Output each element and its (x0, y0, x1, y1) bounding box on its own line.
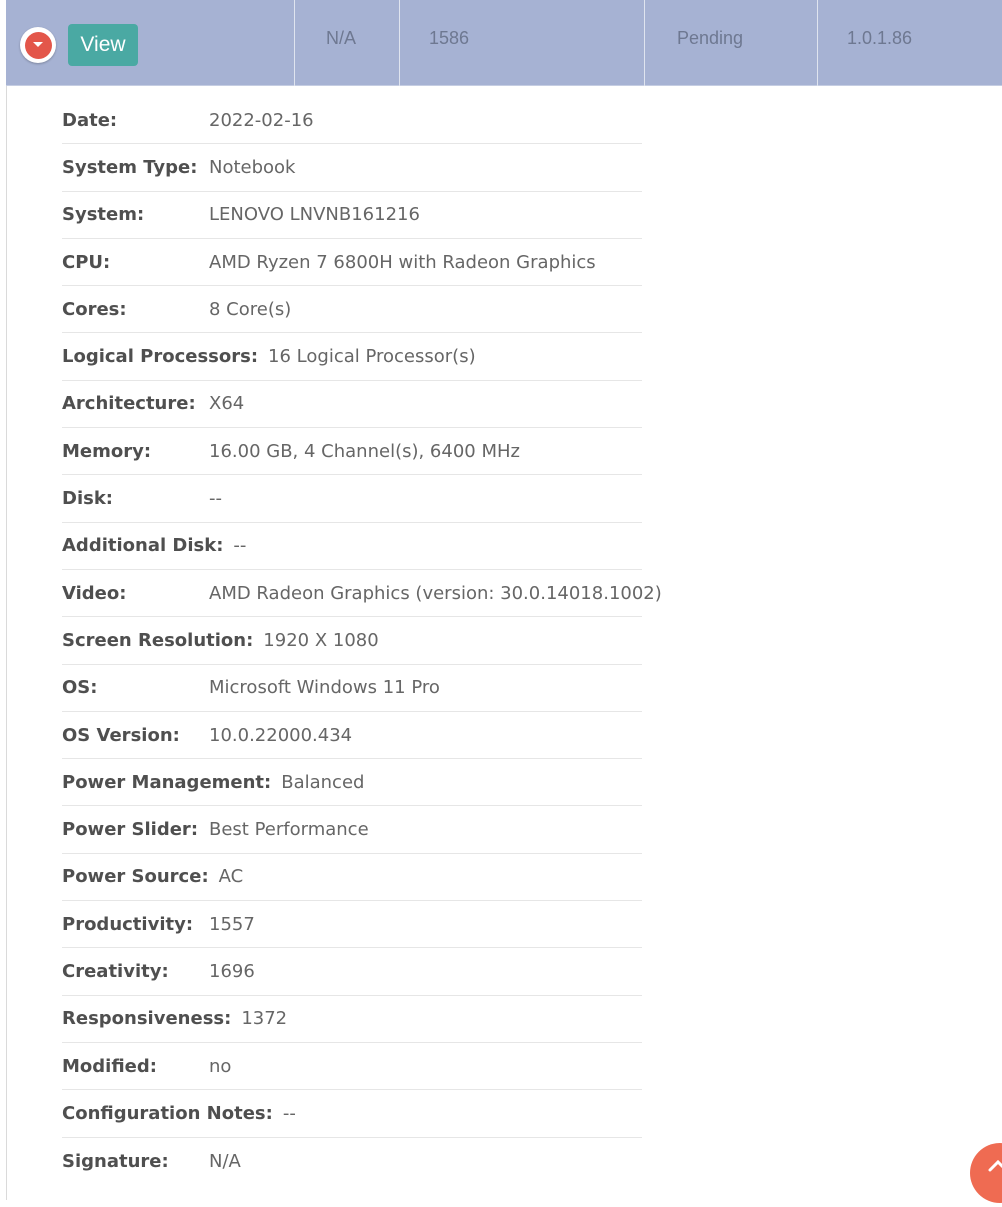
detail-label: Signature: (62, 1150, 169, 1172)
details-list (62, 97, 662, 1185)
detail-row (62, 97, 642, 144)
detail-value: 16.00 GB, 4 Channel(s), 6400 MHz (209, 440, 520, 462)
detail-row (62, 806, 642, 853)
view-button[interactable]: View (68, 24, 138, 66)
detail-row (62, 1043, 642, 1090)
column-divider (399, 0, 400, 86)
chevron-up-icon (970, 1143, 1002, 1203)
detail-value: Microsoft Windows 11 Pro (209, 677, 440, 699)
detail-value: LENOVO LNVNB161216 (209, 204, 420, 226)
detail-row (62, 665, 642, 712)
detail-row (62, 948, 642, 995)
detail-value: no (209, 1055, 232, 1077)
detail-value: -- (233, 535, 247, 557)
detail-row (62, 759, 642, 806)
detail-label: Power Source: (62, 866, 209, 888)
detail-label: Date: (62, 109, 118, 131)
detail-row (62, 333, 642, 380)
detail-label: Productivity: (62, 913, 194, 935)
detail-label: Logical Processors: (62, 346, 259, 368)
column-divider (817, 0, 818, 86)
detail-value: 1372 (241, 1008, 288, 1030)
detail-row (62, 1138, 642, 1185)
cell-score: 1586 (429, 28, 470, 48)
cell-na: N/A (326, 28, 357, 48)
detail-value: 16 Logical Processor(s) (268, 346, 476, 368)
detail-row (62, 381, 642, 428)
detail-row (62, 239, 642, 286)
detail-value: N/A (209, 1150, 241, 1172)
detail-value: 1696 (209, 960, 255, 982)
collapse-details-button[interactable] (20, 27, 56, 63)
detail-label: Memory: (62, 440, 152, 462)
version-text: 1.0.1.86 (847, 28, 913, 48)
column-divider (294, 0, 295, 86)
detail-row (62, 854, 642, 901)
detail-value: -- (209, 488, 222, 510)
detail-value: 1920 X 1080 (263, 629, 379, 651)
chevron-down-icon (25, 32, 52, 59)
detail-row (62, 428, 642, 475)
detail-row (62, 617, 642, 664)
detail-row (62, 286, 642, 333)
detail-value: Best Performance (209, 819, 369, 841)
detail-label: Video: (62, 582, 127, 604)
detail-label: Modified: (62, 1055, 157, 1077)
detail-value: AMD Radeon Graphics (version: 30.0.14018.1002) (209, 582, 662, 604)
detail-row (62, 1090, 642, 1137)
detail-value: X64 (209, 393, 245, 415)
detail-value: 8 Core(s) (209, 298, 292, 320)
result-row (6, 0, 1002, 86)
column-divider (644, 0, 645, 86)
detail-label: Cores: (62, 298, 127, 320)
detail-value: 1557 (209, 913, 255, 935)
detail-row (62, 192, 642, 239)
detail-label: Creativity: (62, 960, 169, 982)
status-text: Pending (677, 28, 744, 48)
detail-row (62, 901, 642, 948)
detail-value: 10.0.22000.434 (209, 724, 353, 746)
detail-value: Notebook (209, 156, 296, 178)
detail-label: Disk: (62, 488, 113, 510)
detail-label: CPU: (62, 251, 111, 273)
detail-value: 2022-02-16 (209, 109, 314, 131)
detail-value: Balanced (281, 771, 365, 793)
detail-label: System: (62, 204, 145, 226)
detail-value: AMD Ryzen 7 6800H with Radeon Graphics (209, 251, 596, 273)
detail-row (62, 144, 642, 191)
detail-label: Additional Disk: (62, 535, 224, 557)
detail-label: Power Slider: (62, 819, 199, 841)
detail-label: Configuration Notes: (62, 1102, 273, 1124)
detail-label: System Type: (62, 156, 198, 178)
detail-row (62, 996, 642, 1043)
detail-row (62, 475, 642, 522)
detail-row (62, 712, 642, 759)
detail-label: OS: (62, 677, 98, 699)
detail-label: Architecture: (62, 393, 196, 415)
detail-row (62, 570, 662, 617)
panel-border (6, 86, 7, 1200)
detail-label: OS Version: (62, 724, 180, 746)
scroll-to-top-button[interactable] (970, 1143, 1002, 1203)
detail-label: Responsiveness: (62, 1008, 232, 1030)
detail-label: Screen Resolution: (62, 629, 254, 651)
detail-row (62, 523, 642, 570)
detail-value: -- (282, 1102, 296, 1124)
detail-label: Power Management: (62, 771, 272, 793)
detail-value: AC (218, 866, 244, 888)
